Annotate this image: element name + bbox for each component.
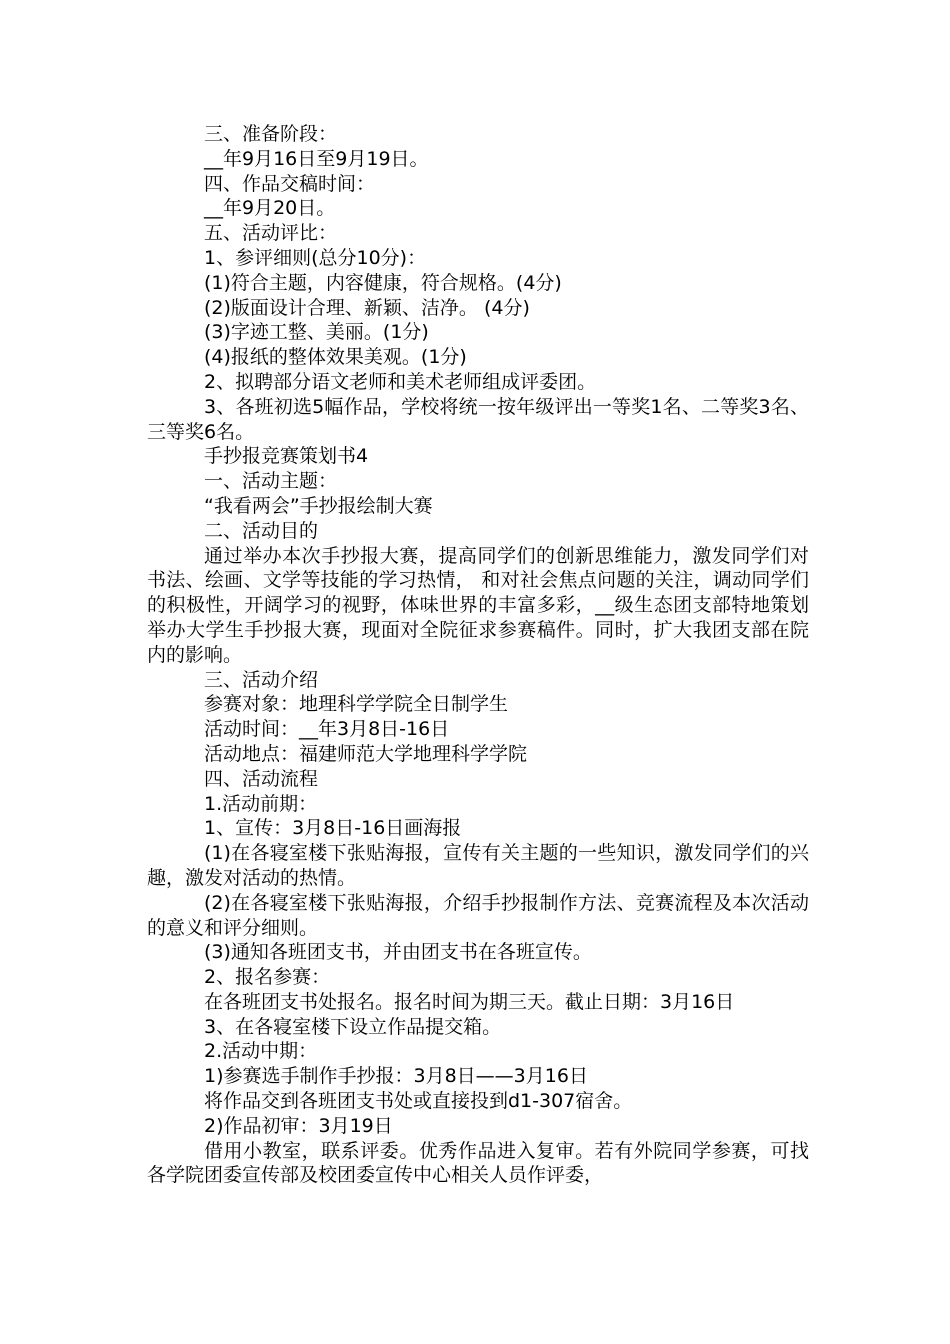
paragraph: “我看两会”手抄报绘制大赛 bbox=[204, 494, 433, 517]
paragraph: 四、作品交稿时间： bbox=[204, 172, 376, 195]
paragraph: (2)在各寝室楼下张贴海报，介绍手抄报制作方法、竞赛流程及本次活动的意义和评分细则。 bbox=[147, 891, 809, 939]
paragraph: 1.活动前期： bbox=[204, 792, 318, 815]
paragraph: 2)作品初审：3月19日 bbox=[204, 1114, 393, 1137]
paragraph: 1、宣传：3月8日-16日画海报 bbox=[204, 817, 462, 840]
paragraph: (1)符合主题，内容健康，符合规格。(4分) bbox=[204, 271, 562, 294]
section-heading: 手抄报竞赛策划书4 bbox=[204, 445, 369, 468]
paragraph: 2、报名参赛： bbox=[204, 966, 331, 989]
paragraph: 1、参评细则(总分10分)： bbox=[204, 246, 427, 269]
paragraph: 1)参赛选手制作手抄报：3月8日——3月16日 bbox=[204, 1065, 588, 1088]
paragraph: (3)字迹工整、美丽。(1分) bbox=[204, 321, 429, 344]
paragraph: 2.活动中期： bbox=[204, 1040, 318, 1063]
paragraph: 3、各班初选5幅作品，学校将统一按年级评出一等奖1名、二等奖3名、三等奖6名。 bbox=[147, 395, 809, 443]
paragraph: (1)在各寝室楼下张贴海报，宣传有关主题的一些知识，激发同学们的兴趣，激发对活动的热情。 bbox=[147, 842, 809, 889]
paragraph: (2)版面设计合理、新颖、洁净。 (4分) bbox=[204, 296, 530, 319]
paragraph: (4)报纸的整体效果美观。(1分) bbox=[204, 346, 467, 369]
paragraph: 在各班团支书处报名。报名时间为期三天。截止日期：3月16日 bbox=[204, 990, 735, 1013]
paragraph: 2、拟聘部分语文老师和美术老师组成评委团。 bbox=[204, 370, 597, 393]
paragraph: 三、准备阶段： bbox=[204, 123, 338, 145]
paragraph: __年9月16日至9月19日。 bbox=[204, 147, 429, 170]
paragraph: 五、活动评比： bbox=[204, 222, 338, 245]
paragraph: __年9月20日。 bbox=[204, 197, 336, 220]
paragraph: 借用小教室，联系评委。优秀作品进入复审。若有外院同学参赛，可找各学院团委宣传部及校团委宣传中心相关人员作评委， bbox=[147, 1139, 809, 1187]
document-body bbox=[147, 122, 809, 1188]
paragraph: 活动时间：__年3月8日-16日 bbox=[204, 718, 450, 741]
paragraph: 3、在各寝室楼下设立作品提交箱。 bbox=[204, 1015, 502, 1038]
paragraph: 通过举办本次手抄报大赛，提高同学们的创新思维能力，激发同学们对书法、绘画、文学等技能的学习热情， 和对社会焦点问题的关注，调动同学们的积极性，开阔学习的视野，体味世界的丰富多彩，__级生态团支部特地策划举办大学生手抄报大赛，现面对全院征求参赛稿件。同时，扩大我团支部在院内的影响。 bbox=[147, 544, 809, 666]
paragraph: 活动地点：福建师范大学地理科学学院 bbox=[204, 742, 528, 765]
paragraph: 三、活动介绍 bbox=[204, 668, 319, 691]
paragraph: 一、活动主题： bbox=[204, 470, 338, 493]
paragraph: 参赛对象：地理科学学院全日制学生 bbox=[204, 693, 509, 716]
paragraph: 四、活动流程 bbox=[204, 767, 319, 790]
paragraph: 将作品交到各班团支书处或直接投到d1-307宿舍。 bbox=[204, 1090, 633, 1113]
paragraph: (3)通知各班团支书，并由团支书在各班宣传。 bbox=[204, 941, 592, 964]
paragraph: 二、活动目的 bbox=[204, 519, 319, 542]
